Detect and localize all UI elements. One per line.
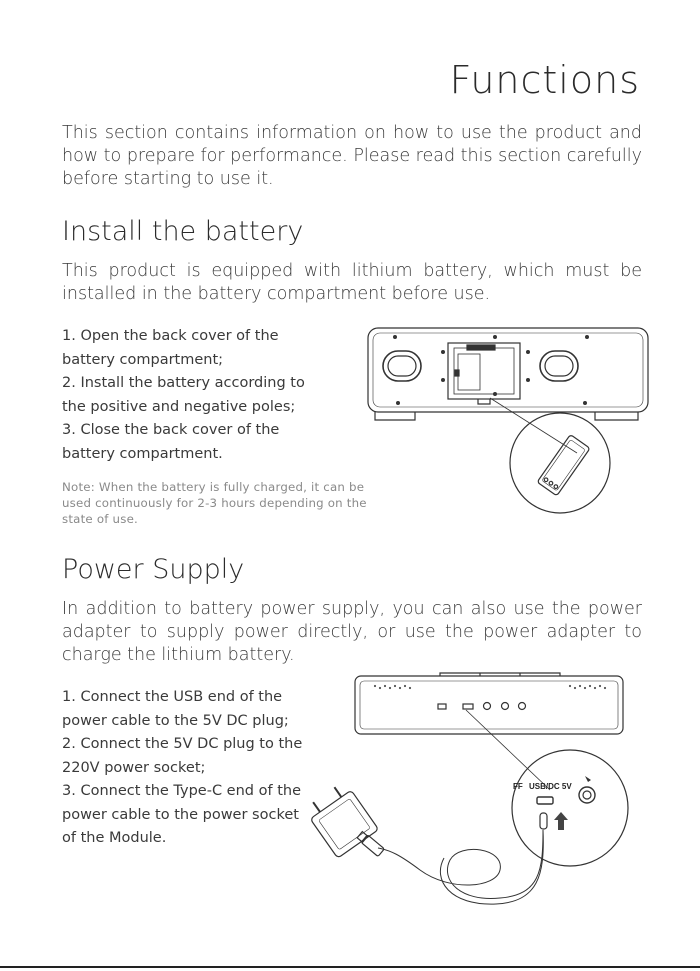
power-supply-heading: Power Supply <box>62 554 245 585</box>
power-step-3: 3. Connect the Type-C end of the power cable to the power socket of the Module. <box>62 783 301 846</box>
battery-note: Note: When the battery is fully charged, it can be used continuously for 2-3 hours depending on the state of use. <box>62 480 367 526</box>
power-supply-steps <box>62 686 307 851</box>
power-supply-description: In addition to battery power supply, you can also use the power adapter to supply power directly, or use the power adapter to charge the lithium battery. <box>62 599 642 665</box>
install-battery-description: This product is equipped with lithium battery, which must be installed in the battery compartment before use. <box>62 261 642 304</box>
zoom-port-label: USB/DC 5V <box>529 782 572 791</box>
battery-step-3: 3. Close the back cover of the battery compartment. <box>62 422 280 462</box>
battery-step-1: 1. Open the back cover of the battery compartment; <box>62 328 279 368</box>
intro-paragraph: This section contains information on how to use the product and how to prepare for performance. Please read this section carefully before starting to use it. <box>62 123 642 189</box>
power-step-2: 2. Connect the 5V DC plug to the 220V power socket; <box>62 736 303 776</box>
power-step-1: 1. Connect the USB end of the power cable to the 5V DC plug; <box>62 689 289 729</box>
install-battery-heading: Install the battery <box>62 216 304 247</box>
zoom-off-label: FF <box>513 782 523 791</box>
page-title: Functions <box>449 58 640 102</box>
battery-compartment-illustration <box>355 318 655 518</box>
bottom-divider <box>0 966 700 968</box>
battery-step-2: 2. Install the battery according to the positive and negative poles; <box>62 375 305 415</box>
install-battery-steps <box>62 325 327 466</box>
power-supply-illustration <box>300 670 645 910</box>
